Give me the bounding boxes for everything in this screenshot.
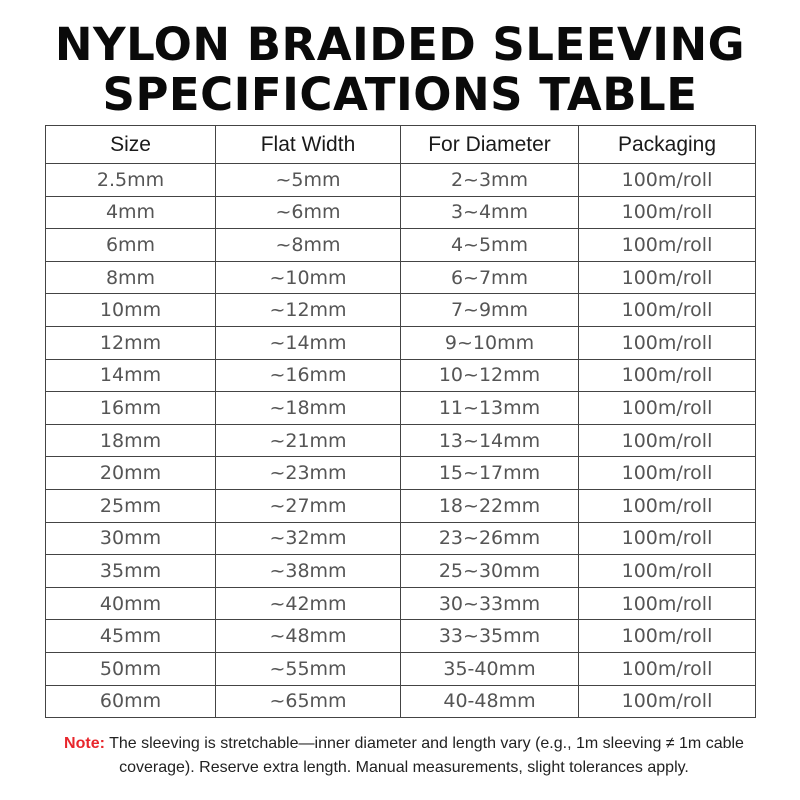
cell-flat-width: ~8mm (216, 229, 401, 262)
cell-size: 12mm (46, 326, 216, 359)
cell-size: 50mm (46, 652, 216, 685)
cell-for-diameter: 6~7mm (401, 261, 579, 294)
cell-flat-width: ~21mm (216, 424, 401, 457)
table-row (46, 424, 756, 457)
cell-packaging: 100m/roll (579, 685, 756, 718)
cell-flat-width: ~27mm (216, 489, 401, 522)
cell-packaging: 100m/roll (579, 424, 756, 457)
cell-for-diameter: 40-48mm (401, 685, 579, 718)
cell-for-diameter: 15~17mm (401, 457, 579, 490)
cell-for-diameter: 10~12mm (401, 359, 579, 392)
cell-for-diameter: 2~3mm (401, 164, 579, 197)
cell-size: 30mm (46, 522, 216, 555)
cell-packaging: 100m/roll (579, 326, 756, 359)
table-row (46, 587, 756, 620)
cell-size: 16mm (46, 392, 216, 425)
cell-size: 18mm (46, 424, 216, 457)
cell-flat-width: ~55mm (216, 652, 401, 685)
table-row (46, 392, 756, 425)
cell-size: 4mm (46, 196, 216, 229)
cell-flat-width: ~42mm (216, 587, 401, 620)
table-row (46, 196, 756, 229)
cell-for-diameter: 13~14mm (401, 424, 579, 457)
cell-packaging: 100m/roll (579, 392, 756, 425)
cell-flat-width: ~16mm (216, 359, 401, 392)
table-row (46, 326, 756, 359)
cell-for-diameter: 4~5mm (401, 229, 579, 262)
cell-for-diameter: 23~26mm (401, 522, 579, 555)
cell-flat-width: ~12mm (216, 294, 401, 327)
cell-for-diameter: 18~22mm (401, 489, 579, 522)
column-header-packaging: Packaging (579, 126, 756, 164)
cell-size: 45mm (46, 620, 216, 653)
table-header-row (46, 126, 756, 164)
table-row (46, 457, 756, 490)
cell-packaging: 100m/roll (579, 489, 756, 522)
cell-for-diameter: 9~10mm (401, 326, 579, 359)
cell-packaging: 100m/roll (579, 457, 756, 490)
cell-packaging: 100m/roll (579, 196, 756, 229)
specifications-table (45, 125, 756, 718)
column-header-flat-width: Flat Width (216, 126, 401, 164)
cell-for-diameter: 25~30mm (401, 555, 579, 588)
cell-packaging: 100m/roll (579, 359, 756, 392)
cell-flat-width: ~14mm (216, 326, 401, 359)
cell-for-diameter: 35-40mm (401, 652, 579, 685)
table-row (46, 620, 756, 653)
cell-for-diameter: 3~4mm (401, 196, 579, 229)
column-header-for-diameter: For Diameter (401, 126, 579, 164)
cell-size: 20mm (46, 457, 216, 490)
cell-packaging: 100m/roll (579, 229, 756, 262)
cell-packaging: 100m/roll (579, 620, 756, 653)
note-label: Note: (64, 735, 105, 752)
cell-size: 25mm (46, 489, 216, 522)
cell-flat-width: ~48mm (216, 620, 401, 653)
cell-size: 2.5mm (46, 164, 216, 197)
table-body (46, 164, 756, 718)
note (30, 732, 778, 780)
cell-packaging: 100m/roll (579, 587, 756, 620)
cell-size: 10mm (46, 294, 216, 327)
table-row (46, 522, 756, 555)
cell-for-diameter: 11~13mm (401, 392, 579, 425)
table-row (46, 359, 756, 392)
cell-size: 14mm (46, 359, 216, 392)
cell-flat-width: ~5mm (216, 164, 401, 197)
cell-packaging: 100m/roll (579, 522, 756, 555)
cell-flat-width: ~38mm (216, 555, 401, 588)
cell-size: 8mm (46, 261, 216, 294)
cell-size: 40mm (46, 587, 216, 620)
cell-flat-width: ~10mm (216, 261, 401, 294)
cell-packaging: 100m/roll (579, 555, 756, 588)
cell-packaging: 100m/roll (579, 294, 756, 327)
cell-packaging: 100m/roll (579, 652, 756, 685)
title-line-2: SPECIFICATIONS TABLE (102, 68, 698, 121)
table-row (46, 555, 756, 588)
table-row (46, 229, 756, 262)
table-row (46, 652, 756, 685)
note-text: The sleeving is stretchable—inner diameter and length vary (e.g., 1m sleeving ≠ 1m cable coverage). Reserve extra length. Manual measurements, slight tolerances apply. (109, 735, 744, 776)
table-row (46, 261, 756, 294)
cell-for-diameter: 33~35mm (401, 620, 579, 653)
cell-flat-width: ~18mm (216, 392, 401, 425)
cell-for-diameter: 7~9mm (401, 294, 579, 327)
cell-size: 35mm (46, 555, 216, 588)
table-row (46, 489, 756, 522)
page-title (0, 20, 800, 120)
cell-packaging: 100m/roll (579, 164, 756, 197)
cell-flat-width: ~65mm (216, 685, 401, 718)
title-line-1: NYLON BRAIDED SLEEVING (54, 18, 746, 71)
cell-flat-width: ~32mm (216, 522, 401, 555)
table-row (46, 294, 756, 327)
cell-flat-width: ~23mm (216, 457, 401, 490)
cell-packaging: 100m/roll (579, 261, 756, 294)
cell-for-diameter: 30~33mm (401, 587, 579, 620)
table-row (46, 164, 756, 197)
table-row (46, 685, 756, 718)
cell-size: 60mm (46, 685, 216, 718)
cell-size: 6mm (46, 229, 216, 262)
cell-flat-width: ~6mm (216, 196, 401, 229)
column-header-size: Size (46, 126, 216, 164)
